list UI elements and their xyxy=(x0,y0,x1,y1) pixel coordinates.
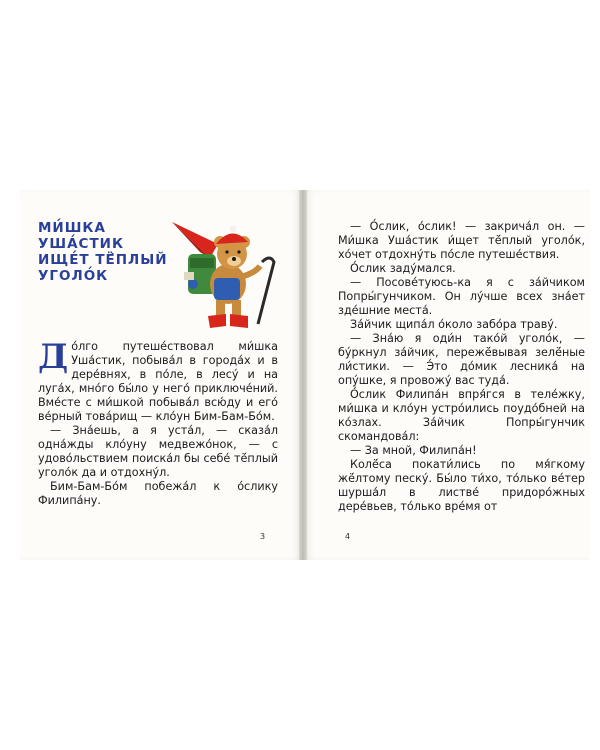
paragraph: О́слик Филипа́н впря́гся в теле́жку, ми́шка и кло́ун устро́ились поудо́бней на ко́злах. За́йчик Попры́гунчик скомандова́л: xyxy=(338,388,585,443)
page-number-right: 4 xyxy=(345,532,351,541)
left-page-text xyxy=(38,337,278,508)
open-book xyxy=(20,190,590,560)
title-line: УГОЛО́К xyxy=(38,268,109,284)
paragraph: — Посове́туюсь-ка я с за́йчиком Попры́гунчиком. Он лу́чше всех зна́ет зде́шние места́. xyxy=(338,276,585,317)
page-number-left: 3 xyxy=(260,532,266,541)
paragraph: Колё́са покати́лись по мя́гкому жё́лтому песку́. Бы́ло ти́хо, то́лько ве́тер шурша́л в листве́ придоро́жных дере́вьев, то́лько вре́мя от xyxy=(338,458,585,513)
left-page xyxy=(20,190,303,560)
title-line: ИЩЕ́Т ТЁ́ПЛЫЙ xyxy=(38,252,168,268)
paragraph: О́слик заду́мался. xyxy=(350,262,456,275)
paragraph: о́лго путеше́ствовал ми́шка Уша́стик, побыва́л в города́х и в дере́внях, в по́ле, в лесу́ и на луга́х, мно́го бы́ло у него́ приключе́ний. Вме́сте с ми́шкой побыва́л всю́ду и его́ ве́рный това́рищ — кло́ун Бим-Бам-Бо́м. xyxy=(38,340,278,423)
right-page-text xyxy=(338,220,585,514)
paragraph: — Зна́ешь, а я уста́л, — сказа́л одна́жды кло́уну медвежо́нок, — с удово́льствием поиска́л бы себе́ тё́плый уголо́к да и отдохну́л. xyxy=(38,424,278,479)
paragraph: — О́слик, о́слик! — закрича́л он. — Ми́шка Уша́стик и́щет тё́плый уголо́к, хо́чет отдохну́ть по́сле путеше́ствия. xyxy=(338,220,585,261)
paragraph: Бим-Бам-Бо́м побежа́л к о́слику Филипа́ну. xyxy=(38,480,278,507)
title-line: МИ́ШКА УША́СТИК xyxy=(38,220,124,252)
story-title xyxy=(38,220,178,284)
paragraph: За́йчик щипа́л о́коло забо́ра траву́. xyxy=(350,318,558,331)
drop-cap: Д xyxy=(38,337,69,377)
paragraph: — За мной, Филипа́н! xyxy=(350,444,477,457)
book-spine xyxy=(299,190,307,560)
paragraph: — Зна́ю я оди́н тако́й уголо́к, — бу́ркнул за́йчик, пережё́вывая зелё́ные ли́стики. — Э́то до́мик лесника́ на опу́шке, я провожу́ вас туда́. xyxy=(338,332,585,387)
bear-with-backpack-illustration xyxy=(170,214,280,334)
